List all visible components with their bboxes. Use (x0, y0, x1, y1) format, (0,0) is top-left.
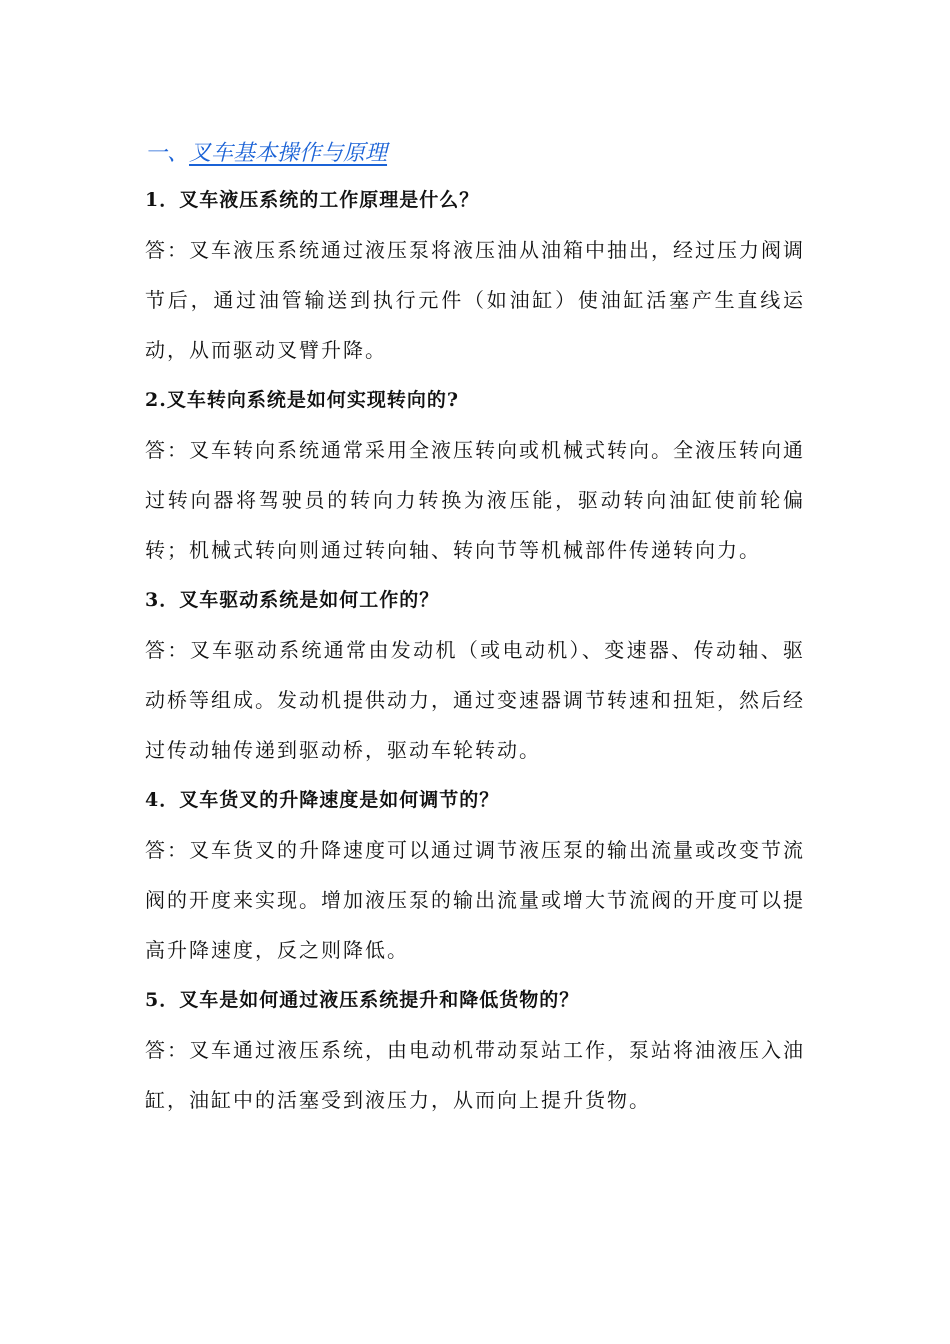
section-title-text: 叉车基本操作与原理 (189, 141, 388, 166)
document-content (145, 135, 805, 1125)
answer-3: 答：叉车驱动系统通常由发动机（或电动机）、变速器、传动轴、驱动桥等组成。发动机提供动力，通过变速器调节转速和扭矩，然后经过传动轴传递到驱动桥，驱动车轮转动。 (145, 638, 805, 762)
qa-item-5 (145, 975, 805, 1125)
question-1: 1．叉车液压系统的工作原理是什么？ (145, 189, 480, 211)
answer-4: 答：叉车货叉的升降速度可以通过调节液压泵的输出流量或改变节流阀的开度来实现。增加液压泵的输出流量或增大节流阀的开度可以提高升降速度，反之则降低。 (145, 838, 805, 962)
qa-item-2 (145, 375, 805, 575)
section-title (145, 135, 805, 173)
answer-2: 答：叉车转向系统通常采用全液压转向或机械式转向。全液压转向通过转向器将驾驶员的转向力转换为液压能，驱动转向油缸使前轮偏转；机械式转向则通过转向轴、转向节等机械部件传递转向力。 (145, 438, 805, 562)
qa-item-4 (145, 775, 805, 975)
question-2: 2.叉车转向系统是如何实现转向的? (145, 389, 459, 411)
qa-item-3 (145, 575, 805, 775)
question-3: 3．叉车驱动系统是如何工作的？ (145, 589, 440, 611)
question-5: 5．叉车是如何通过液压系统提升和降低货物的？ (145, 989, 580, 1011)
answer-5: 答：叉车通过液压系统，由电动机带动泵站工作，泵站将油液压入油缸，油缸中的活塞受到液压力，从而向上提升货物。 (145, 1038, 805, 1112)
question-4: 4．叉车货叉的升降速度是如何调节的？ (145, 789, 500, 811)
answer-1: 答：叉车液压系统通过液压泵将液压油从油箱中抽出，经过压力阀调节后，通过油管输送到执行元件（如油缸）使油缸活塞产生直线运动，从而驱动叉臂升降。 (145, 238, 805, 362)
qa-item-1 (145, 175, 805, 375)
section-prefix: 一、 (145, 141, 190, 166)
